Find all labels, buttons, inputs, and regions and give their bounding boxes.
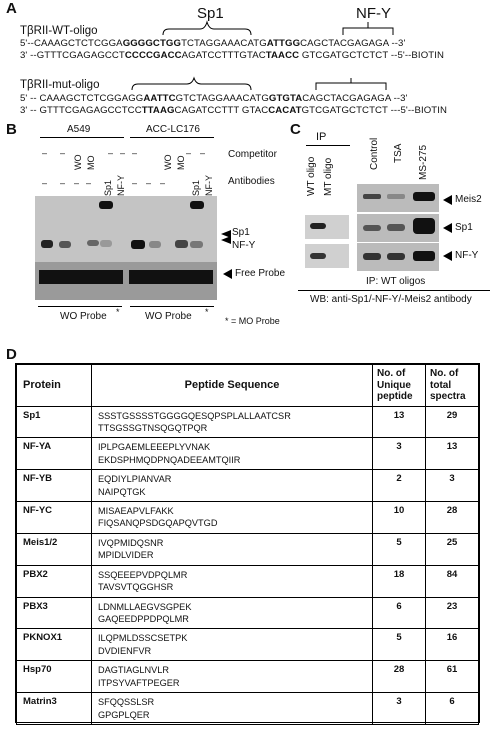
peptide-cell [92, 629, 373, 661]
free-probe-arrow [221, 268, 233, 280]
peptide-cell [92, 533, 373, 565]
peptide-cell [92, 502, 373, 534]
nfy-wt-bracket [343, 28, 393, 35]
table-row [17, 406, 479, 438]
header-unique: No. of Unique peptide [373, 365, 426, 407]
peptide-sequence: MPIDLVIDER [98, 550, 154, 561]
unique-peptide-count: 10 [373, 502, 426, 534]
protein-cell: Matrin3 [17, 693, 92, 725]
peptide-table-frame [15, 363, 480, 723]
wo-probe-label-2: WO Probe [145, 311, 192, 322]
total-spectra-count: 23 [426, 597, 479, 629]
unique-peptide-count: 18 [373, 565, 426, 597]
acc-underline [130, 137, 214, 138]
unique-peptide-count: 6 [373, 597, 426, 629]
peptide-cell [92, 438, 373, 470]
protein-cell: PBX2 [17, 565, 92, 597]
protein-cell: Hsp70 [17, 661, 92, 693]
unique-peptide-count: 13 [373, 406, 426, 438]
a549-underline [40, 137, 124, 138]
total-spectra-count: 28 [426, 502, 479, 534]
lane-wo-1: WO [73, 154, 83, 170]
peptide-sequence: GAQEEDPPDPQLMR [98, 613, 189, 624]
peptide-sequence: EKDSPHMQDPNQADEEAMTQIIR [98, 454, 241, 465]
peptide-sequence: ILQPMLDSSCSETPK [98, 633, 188, 644]
peptide-sequence: MISAEAPVLFAKK [98, 506, 174, 517]
nfy-arrow [441, 250, 453, 262]
header-peptide: Peptide Sequence [92, 365, 373, 407]
cell-line-a549: A549 [67, 124, 91, 135]
panel-d-letter: D [6, 346, 17, 363]
peptide-cell [92, 661, 373, 693]
peptide-cell [92, 470, 373, 502]
header-protein: Protein [17, 365, 92, 407]
sp1-blot [357, 214, 439, 242]
lane-sp1-1: Sp1 [103, 179, 113, 196]
cell-line-acc: ACC-LC176 [146, 124, 200, 135]
table-row [17, 629, 479, 661]
sp1-band-label: Sp1 [232, 227, 250, 238]
total-spectra-count: 25 [426, 533, 479, 565]
peptide-sequence: IVQPMIDQSNR [98, 537, 164, 548]
peptide-sequence: EQDIYLPIANVAR [98, 474, 172, 485]
meis2-label: Meis2 [455, 194, 482, 205]
wb-line [298, 290, 490, 291]
probe-underline-2 [130, 306, 214, 307]
ip-underline [306, 145, 350, 146]
wt-bottom-strand: 3' --GTTTCGAGAGCCTCCCCGACCAGATCCTTTGTACTAACC GTCGATGCTCTCT --5'--BIOTIN [20, 50, 445, 61]
table-row [17, 661, 479, 693]
lane-tsa: TSA [393, 143, 404, 163]
ip-nfy-blot [305, 244, 349, 268]
table-row [17, 502, 479, 534]
peptide-cell [92, 597, 373, 629]
ip-wt-label: IP: WT oligos [366, 276, 426, 287]
table-row [17, 438, 479, 470]
peptide-sequence: NAIPQTGK [98, 486, 146, 497]
unique-peptide-count: 3 [373, 438, 426, 470]
peptide-sequence: SSQEEEPVDPQLMR [98, 569, 188, 580]
total-spectra-count: 6 [426, 693, 479, 725]
nfy-mut-bracket [316, 83, 386, 90]
mut-top-strand: 5' -- CAAAGCTCTCGGAGGAATTCGTCTAGGAAACATGGTGTACAGCTACGAGAGA --3' [20, 93, 408, 104]
peptide-table [16, 364, 479, 725]
peptide-sequence: IPLPGAEMLEEEPLYVNAK [98, 442, 211, 453]
wb-label: WB: anti-Sp1/-NF-Y/-Meis2 antibody [310, 294, 472, 305]
mut-oligo-title: TβRII-mut-oligo [20, 79, 100, 91]
peptide-sequence: ITPSYVAFTPEGER [98, 677, 180, 688]
peptide-sequence: SSSTGSSSSTGGGGQESQPSPLALLAATCSR [98, 410, 291, 421]
lane-mo-1: MO [86, 155, 96, 170]
meis2-blot [357, 184, 439, 212]
wt-top-strand: 5'--CAAAGCTCTCGGAGGGGCTGGTCTAGGAAACATGATTGGCAGCTACGAGAGA --3' [20, 38, 406, 49]
protein-cell: NF-YC [17, 502, 92, 534]
mo-probe-legend: * = MO Probe [225, 316, 280, 326]
total-spectra-count: 29 [426, 406, 479, 438]
peptide-sequence: FIQSANQPSDGQAPQVTGD [98, 518, 218, 529]
peptide-sequence: DVDIENFVR [98, 645, 152, 656]
peptide-sequence: GPGPLQER [98, 709, 150, 720]
table-row [17, 470, 479, 502]
sp1-blot-label: Sp1 [455, 222, 473, 233]
peptide-sequence: LDNMLLAEGVSGPEK [98, 601, 192, 612]
total-spectra-count: 84 [426, 565, 479, 597]
unique-peptide-count: 5 [373, 629, 426, 661]
table-body [17, 406, 479, 724]
lane-control: Control [369, 137, 380, 170]
nfy-blot-label: NF-Y [455, 250, 479, 261]
total-spectra-count: 13 [426, 438, 479, 470]
lane-ms275: MS-275 [418, 144, 429, 180]
unique-peptide-count: 5 [373, 533, 426, 565]
peptide-sequence: TAVSVTQGGHSR [98, 582, 174, 593]
table-header-row [17, 365, 479, 407]
nfy-site-label: NF-Y [356, 5, 391, 22]
sp1-site-label: Sp1 [197, 5, 224, 22]
unique-peptide-count: 28 [373, 661, 426, 693]
nfy-blot [357, 243, 439, 271]
protein-cell: Meis1/2 [17, 533, 92, 565]
header-total: No. of total spectra [426, 365, 479, 407]
mo-probe-star-1: * [116, 307, 120, 317]
total-spectra-count: 61 [426, 661, 479, 693]
unique-peptide-count: 3 [373, 693, 426, 725]
protein-cell: NF-YB [17, 470, 92, 502]
unique-peptide-count: 2 [373, 470, 426, 502]
probe-underline-1 [38, 306, 122, 307]
protein-cell: NF-YA [17, 438, 92, 470]
panel-b-letter: B [6, 121, 17, 138]
ip-header: IP [316, 131, 327, 143]
peptide-sequence: SFQQSSLSR [98, 697, 155, 708]
competitor-label: Competitor [228, 149, 277, 160]
protein-cell: PKNOX1 [17, 629, 92, 661]
protein-cell: Sp1 [17, 406, 92, 438]
lane-wo-2: WO [163, 154, 173, 170]
sp1-arrow [441, 222, 453, 234]
wt-oligo-title: TβRII-WT-oligo [20, 25, 98, 37]
sp1-mut-brace [132, 78, 251, 90]
antibodies-label: Antibodies [228, 176, 275, 187]
lane-mo-2: MO [176, 155, 186, 170]
peptide-sequence: DAGTIAGLNVLR [98, 665, 169, 676]
lane-nfy-2: NF-Y [204, 175, 214, 196]
table-row [17, 533, 479, 565]
lane-sp1-2: Sp1 [191, 179, 201, 196]
wo-probe-label-1: WO Probe [60, 311, 107, 322]
lane-mt-oligo: MT oligo [323, 157, 334, 196]
mut-bottom-strand: 3' -- GTTTCGAGAGCCTCCTTAAGCAGATCCTTT GTACCACATGTCGATGCTCTCT ---5'--BIOTIN [20, 105, 448, 116]
panel-c-letter: C [290, 121, 301, 138]
emsa-gel-image [35, 196, 217, 300]
panel-a-letter: A [6, 0, 17, 17]
nfy-band-label: NF-Y [232, 240, 256, 251]
total-spectra-count: 3 [426, 470, 479, 502]
lane-nfy-1: NF-Y [116, 175, 126, 196]
sp1-wt-brace [163, 22, 251, 35]
peptide-cell [92, 565, 373, 597]
meis2-arrow [441, 194, 453, 206]
free-probe-label: Free Probe [235, 268, 286, 279]
band-arrows [219, 226, 233, 252]
table-row [17, 693, 479, 725]
mo-probe-star-2: * [205, 307, 209, 317]
table-row [17, 565, 479, 597]
lane-wt-oligo: WT oligo [306, 156, 317, 196]
total-spectra-count: 16 [426, 629, 479, 661]
peptide-cell [92, 406, 373, 438]
peptide-sequence: TTSGSSGTNSQGQTPQR [98, 422, 208, 433]
protein-cell: PBX3 [17, 597, 92, 629]
table-row [17, 597, 479, 629]
ip-sp1-blot [305, 215, 349, 239]
peptide-cell [92, 693, 373, 725]
